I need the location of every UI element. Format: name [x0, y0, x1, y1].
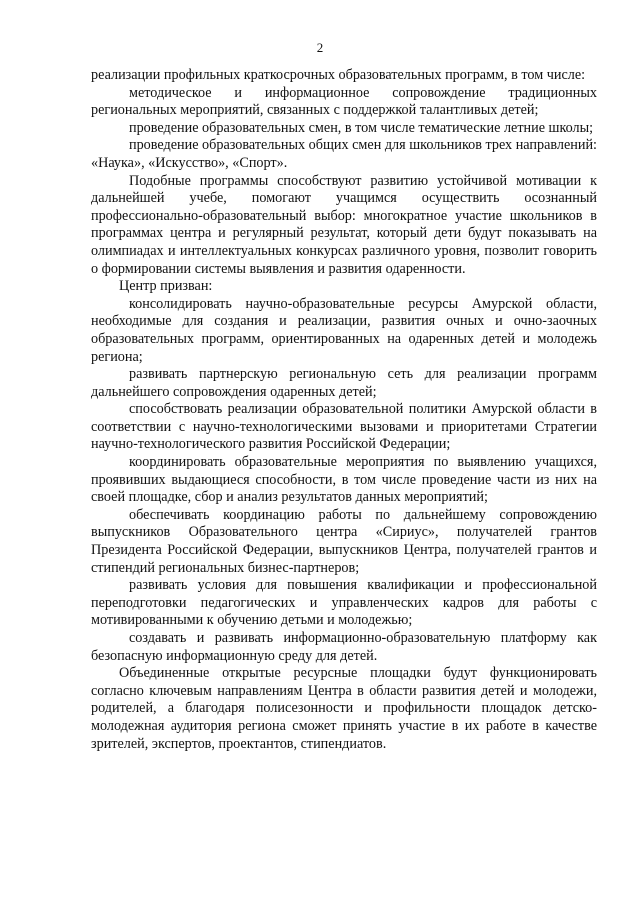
paragraph: методическое и информационное сопровождение традиционных региональных мероприятий, связанных с поддержкой талантливых детей; [91, 84, 597, 119]
paragraph: Подобные программы способствуют развитию устойчивой мотивации к дальнейшей учебе, помогают учащимся осуществить осознанный профессионально-образовательный выбор: многократное участие школьников в программах центра и регулярный результат, который дети будут показывать на олимпиадах и интеллектуальных конкурсах различного уровня, позволит говорить о формировании системы выявления и развития одаренности. [91, 172, 597, 277]
paragraph: реализации профильных краткосрочных образовательных программ, в том числе: [91, 67, 586, 83]
paragraph: обеспечивать координацию работы по дальнейшему сопровождению выпускников Образовательного центра «Сириус», получателей грантов Президента Российской Федерации, выпускников Центра, получателей грантов и стипендий региональных бизнес-партнеров; [91, 506, 597, 576]
paragraph: развивать партнерскую региональную сеть для реализации программ дальнейшего сопровождения одаренных детей; [91, 366, 597, 400]
paragraph: способствовать реализации образовательной политики Амурской области в соответствии с научно-технологическими вызовами и приоритетами Стратегии научно-технологического развития Российской Федерации; [91, 401, 597, 453]
paragraph: Объединенные открытые ресурсные площадки будут функционировать согласно ключевым направлениям Центра в области развития детей и молодежи, родителей, а благодаря полисезонности и профильности площадок детско-молодежная аудитория региона сможет принять участие в их работе в качестве зрителей, экспертов, проектантов, стипендиатов. [91, 665, 597, 752]
paragraph: проведение образовательных смен, в том числе тематические летние школы; [129, 119, 594, 136]
page-number: 2 [316, 40, 324, 55]
paragraph: развивать условия для повышения квалификации и профессиональной переподготовки педагогических и управленческих кадров для работы с мотивированными к обучению детьми и молодежью; [91, 577, 597, 629]
paragraph: координировать образовательные мероприятия по выявлению учащихся, проявивших выдающиеся способности, в том числе проведение части из них на своей площадке, сбор и анализ результатов данных мероприятий; [91, 454, 597, 506]
paragraph: создавать и развивать информационно-образовательную платформу как безопасную информационную среду для детей. [91, 630, 597, 664]
paragraph: консолидировать научно-образовательные ресурсы Амурской области, необходимые для создания и реализации, развития очных и очно-заочных образовательных программ, ориентированных на одаренных детей и молодежь региона; [91, 295, 597, 365]
paragraph: проведение образовательных общих смен для школьников трех направлений: «Наука», «Искусство», «Спорт». [91, 137, 597, 171]
paragraph: Центр призван: [119, 278, 213, 295]
document-body [91, 67, 597, 753]
